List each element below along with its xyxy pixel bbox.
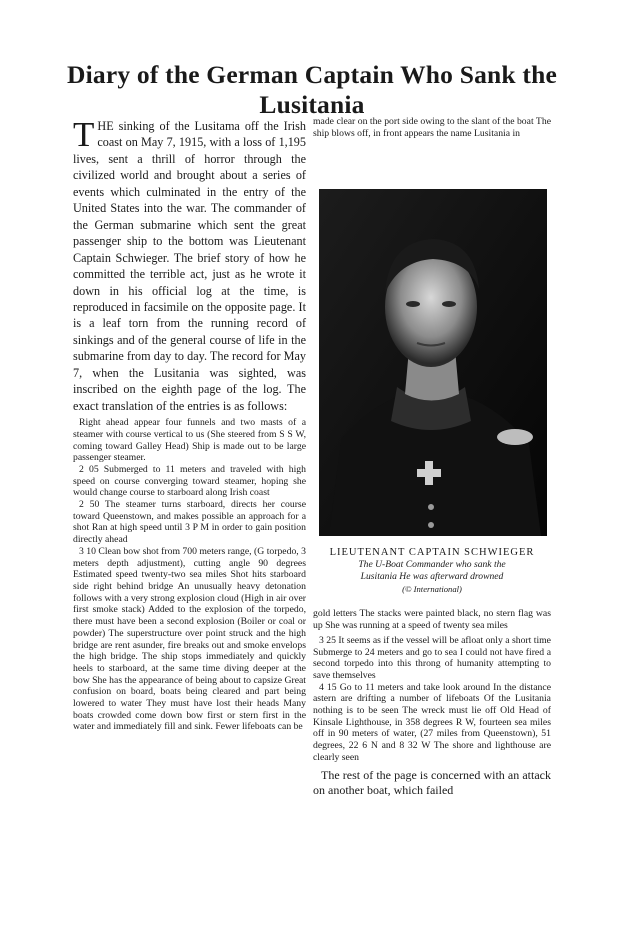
log-entry: 4 15 Go to 11 meters and take look around In the distance astern are drifting a number of lifeboats Of the Lusitania nothing is to be seen The wreck must lie off Old Head of Kinsale Lighthouse, in 358 degrees R W, fourteen sea miles off in 90 meters of water, (27 miles from Queenstown), 51 degrees, 22 6 N and 8 32 W The shore and lighthouse are clearly seen: [313, 681, 551, 763]
log-entry-continuation: made clear on the port side owing to the slant of the boat The ship blows off, in front appears the name Lusitania in: [313, 116, 551, 139]
drop-cap: T: [73, 115, 95, 154]
article-title-line-1: Diary of the German Captain Who Sank the: [67, 60, 557, 89]
right-column: [313, 116, 551, 799]
photo-caption: [313, 546, 551, 596]
article-title-line-2: Lusitania: [259, 90, 365, 119]
log-entry: 2 50 The steamer turns starboard, directs her course toward Queenstown, and makes possible an approach for a shot Ran at high speed until 3 P M in order to gain position directly ahead: [73, 499, 306, 546]
log-entry: 3 10 Clean bow shot from 700 meters range, (G torpedo, 3 meters depth adjustment), cutting angle 90 degrees Estimated speed twenty-two sea miles Shot hits starboard side right behind bridge An unusually heavy detonation follows with a very strong explosion cloud (High in air over first smoke stack) Added to the explosion of the torpedo, there must have been a second explosion (Boiler or coal or powder) The superstructure over point struck and the high bridge are rent asunder, fire breaks out and smoke envelops the high bridge. The ship stops immediately and quickly heels to starboard, at the same time diving deeper at the bow She has the appearance of being about to capsize Great confusion on board, boats being cleared and part being lowered to water They must have lost their heads Many boats crowded come down bow first or stern first in the water and immediately fill and sink. Fewer lifeboats can be: [73, 545, 306, 733]
log-entry: 2 05 Submerged to 11 meters and traveled with high speed on course converging toward steamer, hoping she would change course to starboard along Irish coast: [73, 463, 306, 499]
photo-credit: (© International): [402, 584, 462, 595]
lead-paragraph-text: HE sinking of the Lusitama off the Irish coast on May 7, 1915, with a loss of 1,195 lives, sent a thrill of horror through the civilized world and brought about a series of events which culminated in the entry of the United States into the war. The commander of the German submarine which sent the great passenger ship to the bottom was Lieutenant Captain Schwieger. The brief story of how he committed the terrible act, just as he wrote it down in his official log at the time, is reproduced in facsimile on the opposite page. It is a leaf torn from the running record of sinkings and of the general course of life in the submarine from day to day. The record for May 7, when the Lusitania was sighted, was inscribed on the eighth page of the log. The exact translation of the entries is as follows:: [73, 119, 306, 413]
caption-line: The U-Boat Commander who sank the: [358, 559, 506, 571]
log-entry: Right ahead appear four funnels and two masts of a steamer with course vertical to us (She steered from S S W, coming toward Galley Head) Ship is made out to be large passenger steamer.: [73, 417, 306, 464]
portrait-photo: [319, 189, 547, 536]
caption-title: LIEUTENANT CAPTAIN SCHWIEGER: [329, 547, 535, 559]
log-entries-continued: [313, 608, 551, 763]
left-column: [73, 115, 306, 733]
lead-paragraph: [73, 115, 306, 414]
closing-paragraph: The rest of the page is concerned with an attack on another boat, which failed: [313, 767, 551, 798]
log-entry: 3 25 It seems as if the vessel will be afloat only a short time Submerge to 24 meters and go to sea I could not have fired a second torpedo into this throng of humanity attempting to save themselves: [313, 634, 551, 681]
portrait-illustration: [319, 189, 547, 536]
log-entry: gold letters The stacks were painted black, no stern flag was up She was running at a speed of twenty sea miles: [313, 608, 551, 632]
article-title: [40, 60, 584, 120]
caption-line: Lusitania He was afterward drowned: [360, 571, 504, 583]
